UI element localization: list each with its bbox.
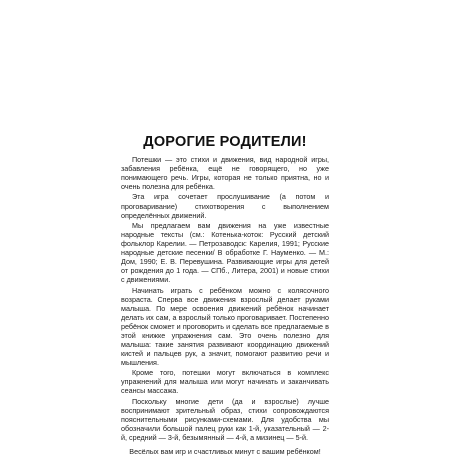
page-title: ДОРОГИЕ РОДИТЕЛИ! xyxy=(143,134,307,150)
paragraph-2: Эта игра сочетает прослушивание (а потом и проговаривание) стихотворения с выполнением определённых движений. xyxy=(121,192,329,220)
closing-line: Весёлых вам игр и счастливых минут с вашим ребёнком! xyxy=(129,446,321,456)
paragraph-3: Мы предлагаем вам движения на уже известные народные тексты (см.: Котенька-коток: Русский детский фольклор Карелии. — Петрозаводск: Карелия, 1991; Русские народные детские песенки/ В обработке Г. Науменко. — М.: Дом, 1990; Е. В. Перевушина. Развивающие игры для детей от рождения до 1 года. — СПб., Литера, 2001) и новые стихи с движениями. xyxy=(121,220,329,285)
paragraph-5: Кроме того, потешки могут включаться в комплекс упражнений для малыша или могут начинать и заканчивать сеансы массажа. xyxy=(121,368,329,396)
paragraph-1: Потешки — это стихи и движения, вид народной игры, забавления ребёнка, ещё не говорящего, но уже понимающего речь. Игры, которая не только приятна, но и очень полезна для ребёнка. xyxy=(121,155,329,192)
paragraph-4: Начинать играть с ребёнком можно с колясочного возраста. Сперва все движения взрослый делает руками малыша. По мере освоения движений ребёнок начинает делать их сам, а взрослый только проговаривает. Постепенно ребёнок сможет и проговорить и сделать все предлагаемые в этой книжке упражнения сам. Это очень полезно для малыша: такие занятия развивают координацию движений кистей и пальцев рук, а значит, помогают развитию речи и мышления. xyxy=(121,285,329,367)
body-text xyxy=(121,155,329,457)
paragraph-6: Поскольку многие дети (да и взрослые) лучше воспринимают зрительный образ, стихи сопровождаются пояснительными рисунками-схемами. Для удобства мы обозначили большой палец руки как 1-й, указательный — 2-й, средний — 3-й, безымянный — 4-й, а мизинец — 5-й. xyxy=(121,396,329,442)
